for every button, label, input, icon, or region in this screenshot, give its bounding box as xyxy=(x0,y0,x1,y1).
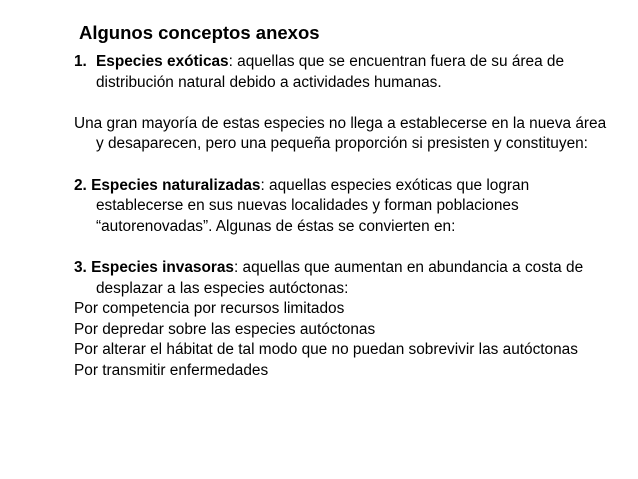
mechanism-item: Por transmitir enfermedades xyxy=(74,361,269,379)
term-invasive-species: 3. Especies invasoras xyxy=(74,258,234,276)
paragraph-majority: Una gran mayoría de estas especies no llega a establecerse en la nueva área y desaparecen, pero una pequeña proporción si presisten y constituyen: xyxy=(74,114,607,153)
definition-text: : aquellas que se encuentran fuera de su área de distribución natural debido a actividades humanas. xyxy=(96,53,565,91)
mechanism-item: Por alterar el hábitat de tal modo que no puedan sobrevivir las autóctonas xyxy=(74,341,578,359)
mechanism-item: Por depredar sobre las especies autóctonas xyxy=(74,320,376,338)
definition-exotic-species xyxy=(74,52,614,93)
definition-text: : aquellas que aumentan en abundancia a costa de desplazar a las especies autóctonas: xyxy=(96,258,584,297)
spacer xyxy=(74,155,614,176)
term-exotic-species: Especies exóticas xyxy=(96,53,229,70)
item-number: 1. xyxy=(74,53,87,70)
spacer xyxy=(74,237,614,258)
slide-body xyxy=(74,52,614,382)
term-naturalized-species: 2. Especies naturalizadas xyxy=(74,176,261,194)
definition-invasive-species xyxy=(74,258,614,299)
mechanism-item: Por competencia por recursos limitados xyxy=(74,300,345,318)
spacer xyxy=(74,93,614,114)
definition-text: : aquellas especies exóticas que logran establecerse en sus nuevas localidades y forman poblaciones “autorenovadas”. Algunas de éstas se convierten en: xyxy=(96,176,530,235)
slide-title: Algunos conceptos anexos xyxy=(79,22,320,43)
definition-naturalized-species xyxy=(74,176,614,238)
